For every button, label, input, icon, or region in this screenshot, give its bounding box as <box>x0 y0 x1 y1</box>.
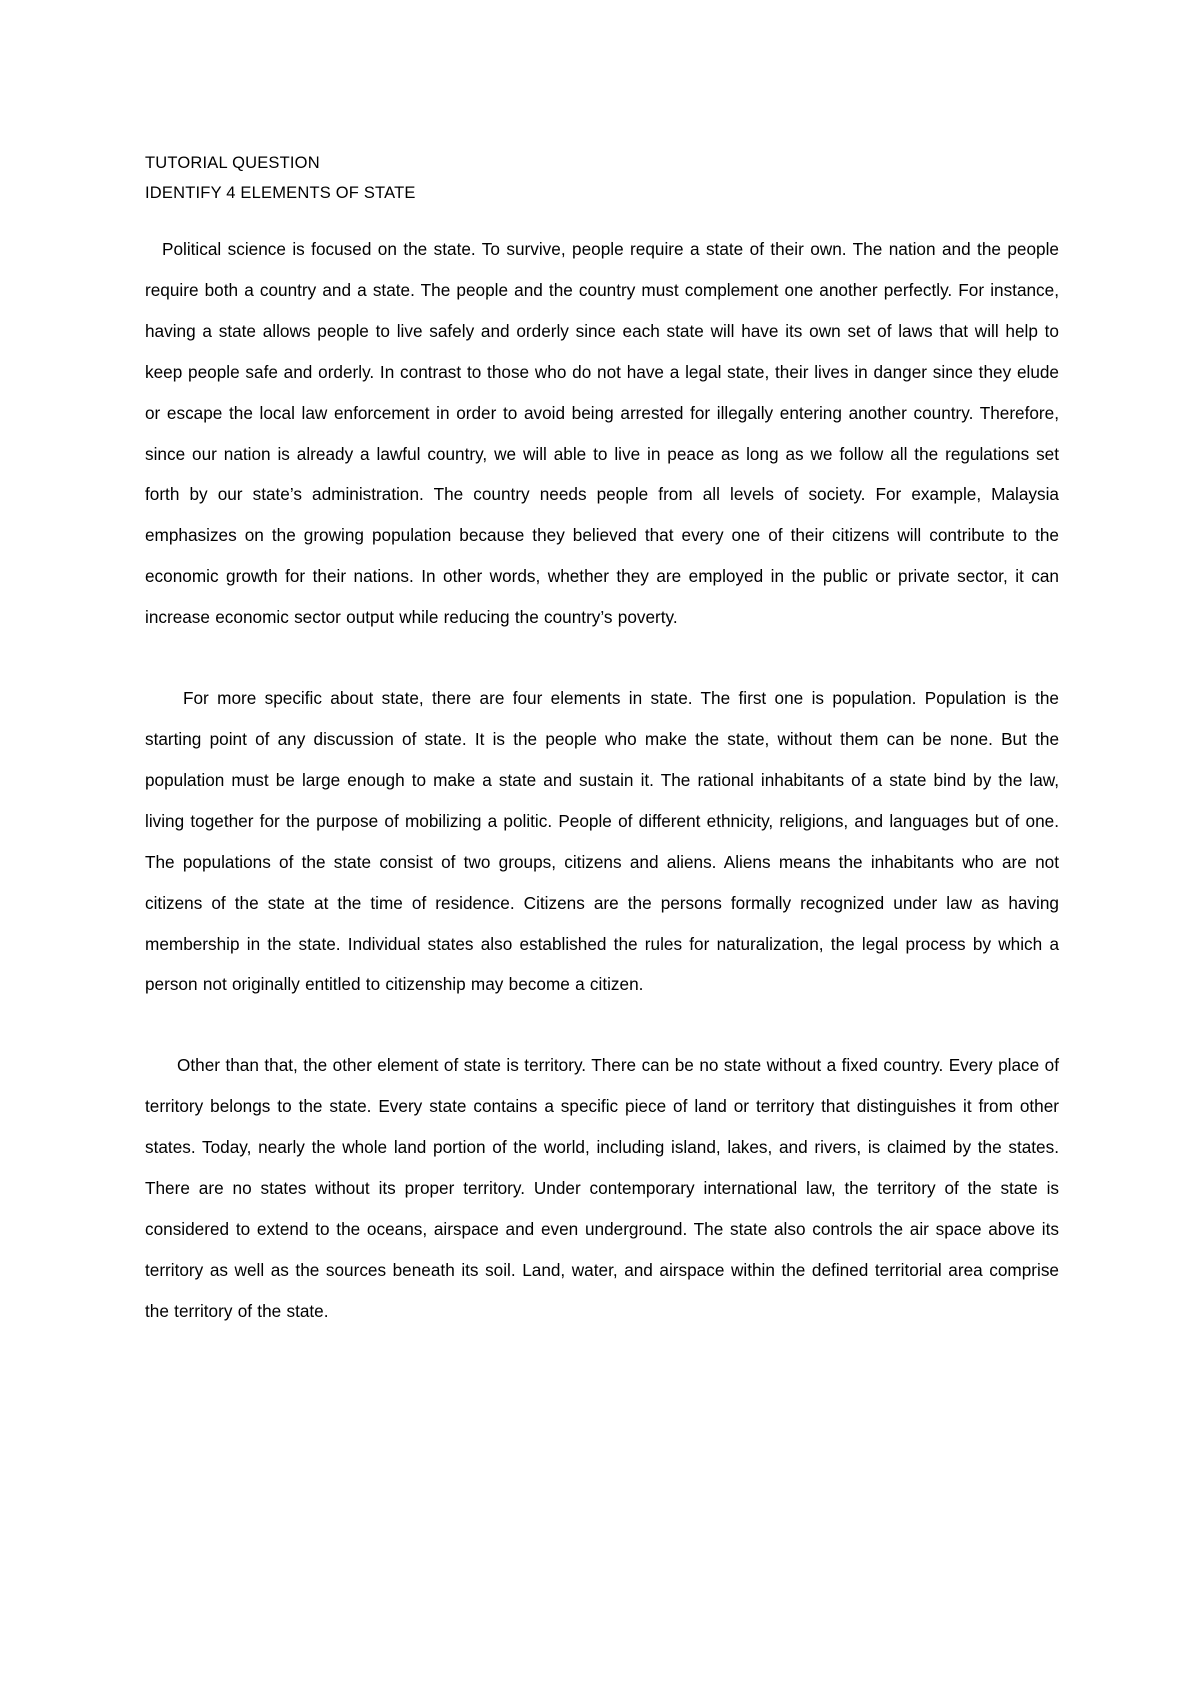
document-subtitle: IDENTIFY 4 ELEMENTS OF STATE <box>145 184 416 202</box>
paragraph-intro: Political science is focused on the state. To survive, people require a state of their own. The nation and the people require both a country and a state. The people and the country must complement one another perfectly. For instance, having a state allows people to live safely and orderly since each state will have its own set of laws that will help to keep people safe and orderly. In contrast to those who do not have a legal state, their lives in danger since they elude or escape the local law enforcement in order to avoid being arrested for illegally entering another country. Therefore, since our nation is already a lawful country, we will able to live in peace as long as we follow all the regulations set forth by our state’s administration. The country needs people from all levels of society. For example, Malaysia emphasizes on the growing population because they believed that every one of their citizens will contribute to the economic growth for their nations. In other words, whether they are employed in the public or private sector, it can increase economic sector output while reducing the country’s poverty. <box>145 239 1059 628</box>
paragraph-territory: Other than that, the other element of state is territory. There can be no state without a fixed country. Every place of territory belongs to the state. Every state contains a specific piece of land or territory that distinguishes it from other states. Today, nearly the whole land portion of the world, including island, lakes, and rivers, is claimed by the states. There are no states without its proper territory. Under contemporary international law, the territory of the state is considered to extend to the oceans, airspace and even underground. The state also controls the air space above its territory as well as the sources beneath its soil. Land, water, and airspace within the defined territorial area comprise the territory of the state. <box>145 1055 1059 1321</box>
document-body <box>145 148 1059 1332</box>
paragraph-population: For more specific about state, there are four elements in state. The first one is population. Population is the starting point of any discussion of state. It is the people who make the state, without them can be none. But the population must be large enough to make a state and sustain it. The rational inhabitants of a state bind by the law, living together for the purpose of mobilizing a politic. People of different ethnicity, religions, and languages but of one. The populations of the state consist of two groups, citizens and aliens. Aliens means the inhabitants who are not citizens of the state at the time of residence. Citizens are the persons formally recognized under law as having membership in the state. Individual states also established the rules for naturalization, the legal process by which a person not originally entitled to citizenship may become a citizen. <box>145 688 1059 995</box>
document-title: TUTORIAL QUESTION <box>145 154 320 172</box>
